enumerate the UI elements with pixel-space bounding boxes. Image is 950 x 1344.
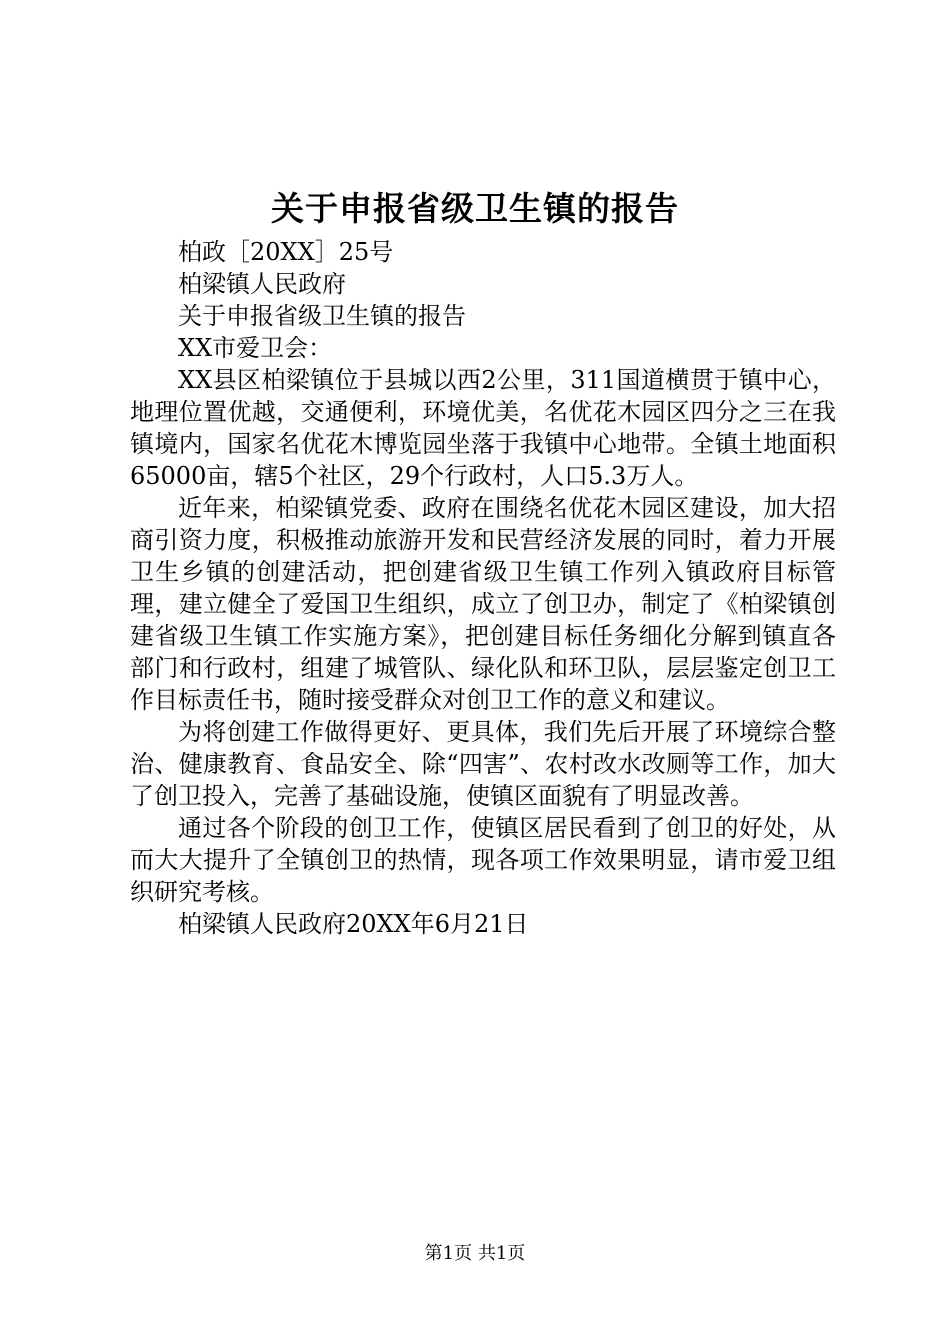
issuer: 柏梁镇人民政府 [178,270,346,298]
document-title: 关于申报省级卫生镇的报告 [271,189,679,228]
signature-date: 柏梁镇人民政府20XX年6月21日 [178,910,529,938]
subject-line: 关于申报省级卫生镇的报告 [178,302,466,330]
document-body [130,236,836,940]
paragraph-intro: XX县区柏梁镇位于县城以西2公里，311国道横贯于镇中心，地理位置优越，交通便利，环境优美，名优花木园区四分之三在我镇境内，国家名优花木博览园坐落于我镇中心地带。全镇土地面积65000亩，辖5个社区，29个行政村，人口5.3万人。 [130,366,836,490]
page-footer: 第1页 共1页 [424,1243,526,1264]
paragraph-activities: 近年来，柏梁镇党委、政府在围绕名优花木园区建设，加大招商引资力度，积极推动旅游开发和民营经济发展的同时，着力开展卫生乡镇的创建活动，把创建省级卫生镇工作列入镇政府目标管理，建立健全了爱国卫生组织，成立了创卫办，制定了《柏梁镇创建省级卫生镇工作实施方案》，把创建目标任务细化分解到镇直各部门和行政村，组建了城管队、绿化队和环卫队，层层鉴定创卫工作目标责任书，随时接受群众对创卫工作的意义和建议。 [130,494,836,714]
paragraph-request: 通过各个阶段的创卫工作，使镇区居民看到了创卫的好处，从而大大提升了全镇创卫的热情，现各项工作效果明显，请市爱卫组织研究考核。 [130,814,836,906]
doc-number: 柏政［20XX］25号 [178,238,394,266]
addressee: XX市爱卫会： [178,334,333,362]
paragraph-improvements: 为将创建工作做得更好、更具体，我们先后开展了环境综合整治、健康教育、食品安全、除“四害”、农村改水改厕等工作，加大了创卫投入，完善了基础设施，使镇区面貌有了明显改善。 [130,718,836,810]
